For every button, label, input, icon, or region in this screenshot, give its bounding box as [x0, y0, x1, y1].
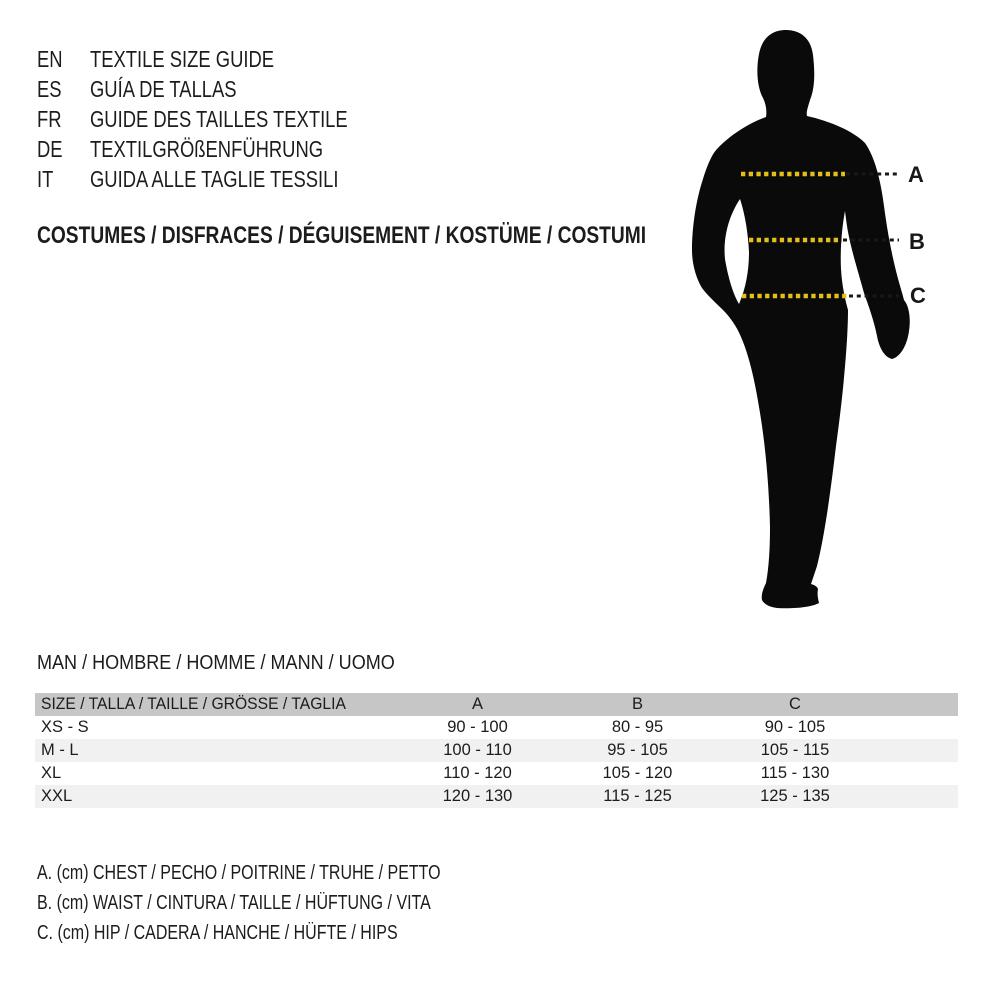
header-cell-a: A	[471, 695, 483, 713]
language-title: GUIDA ALLE TAGLIE TESSILI	[90, 166, 339, 192]
section-title: MAN / HOMBRE / HOMME / MANN / UOMO	[37, 651, 395, 674]
language-code: DE	[37, 136, 63, 162]
table-row	[35, 762, 958, 785]
table-row	[35, 739, 958, 762]
language-row	[37, 44, 412, 74]
measure-label-a: A	[908, 162, 924, 187]
cell-a: 120 - 130	[442, 787, 513, 805]
cell-b: 95 - 105	[607, 741, 668, 759]
cell-a: 110 - 120	[443, 764, 512, 782]
legend-line-c: C. (cm) HIP / CADERA / HANCHE / HÜFTE / HIPS	[37, 922, 398, 944]
size-table	[35, 693, 958, 808]
legend-line-a: A. (cm) CHEST / PECHO / POITRINE / TRUHE / PETTO	[37, 862, 441, 884]
man-silhouette	[692, 30, 910, 608]
header-cell-b: B	[631, 695, 643, 713]
language-row	[37, 134, 412, 164]
cell-b: 105 - 120	[602, 764, 673, 782]
header-cell-c: C	[789, 695, 801, 713]
language-title: TEXTILGRÖßENFÜHRUNG	[90, 136, 324, 162]
language-title-list	[37, 44, 412, 194]
cell-c: 90 - 105	[764, 718, 826, 736]
cell-size: XXL	[41, 787, 73, 805]
language-code: ES	[37, 76, 62, 102]
language-code: EN	[37, 46, 63, 72]
cell-c: 115 - 130	[760, 764, 830, 782]
cell-size: XS - S	[41, 718, 89, 736]
cell-c: 105 - 115	[760, 741, 830, 759]
language-code: FR	[37, 106, 62, 132]
language-row	[37, 74, 412, 104]
category-title: COSTUMES / DISFRACES / DÉGUISEMENT / KOSTÜME / COSTUMI	[37, 222, 647, 249]
measure-label-c: C	[910, 283, 926, 308]
measure-label-b: B	[909, 229, 925, 254]
language-title: GUÍA DE TALLAS	[90, 76, 237, 102]
size-figure	[655, 20, 955, 635]
legend-line-b: B. (cm) WAIST / CINTURA / TAILLE / HÜFTUNG / VITA	[37, 892, 431, 914]
cell-a: 90 - 100	[447, 718, 508, 736]
cell-c: 125 - 135	[760, 787, 830, 805]
table-header-row	[35, 693, 958, 716]
table-row	[35, 716, 958, 739]
language-row	[37, 104, 412, 134]
language-row	[37, 164, 412, 194]
language-title: TEXTILE SIZE GUIDE	[90, 46, 275, 72]
measure-legend	[37, 858, 542, 948]
cell-a: 100 - 110	[443, 741, 512, 759]
cell-size: M - L	[41, 741, 79, 759]
language-code: IT	[37, 166, 54, 192]
figure-svg	[655, 20, 955, 635]
table-row	[35, 785, 958, 808]
language-title: GUIDE DES TAILLES TEXTILE	[90, 106, 348, 132]
cell-size: XL	[41, 764, 62, 782]
cell-b: 80 - 95	[611, 718, 664, 736]
header-cell-size: SIZE / TALLA / TAILLE / GRÖSSE / TAGLIA	[41, 695, 346, 713]
cell-b: 115 - 125	[603, 787, 672, 805]
